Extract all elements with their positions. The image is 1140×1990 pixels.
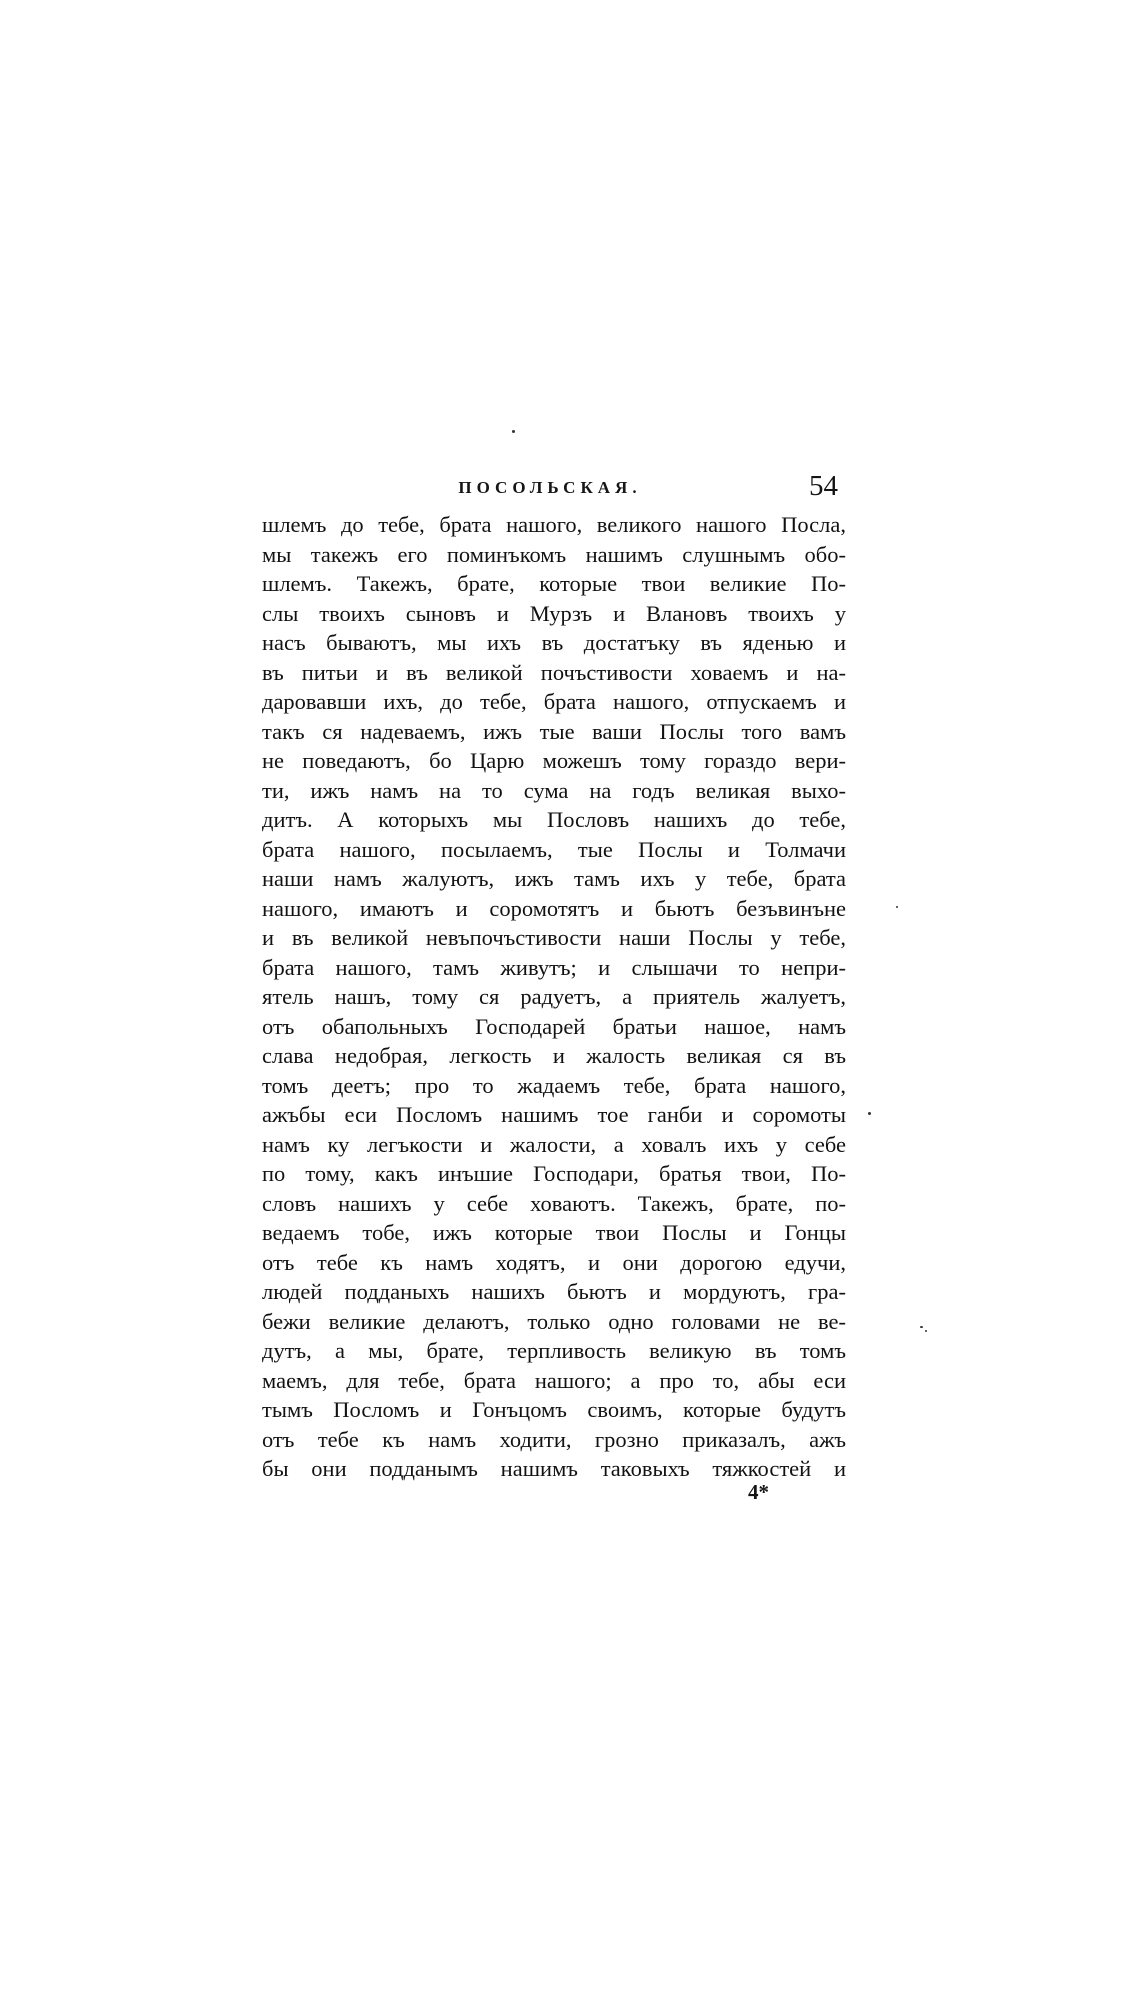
text-line: словъ нашихъ у себе ховаютъ. Такежъ, брате, по- <box>262 1190 846 1216</box>
text-line: даровавши ихъ, до тебе, брата нашого, отпускаемъ и <box>262 689 846 714</box>
text-line: дитъ. А которыхъ мы Пословъ нашихъ до тебе, <box>262 807 846 832</box>
text-line: брата нашого, тамъ живутъ; и слышачи то непри- <box>262 954 846 980</box>
running-title: ПОСОЛЬСКАЯ. <box>458 478 642 497</box>
text-line: томъ деетъ; про то жадаемъ тебе, брата нашого, <box>262 1072 846 1098</box>
text-line: ти, ижъ намъ на то сума на годъ великая выхо- <box>262 777 846 803</box>
text-line: такъ ся надеваемъ, ижъ тые ваши Послы того вамъ <box>262 718 846 744</box>
text-line: слава недобрая, легкость и жалость великая ся въ <box>262 1043 846 1068</box>
text-line: нашого, имаютъ и соромотятъ и бьютъ безъвинъне <box>262 895 846 921</box>
text-line: намъ ку легъкости и жалости, а ховалъ ихъ у себе <box>262 1131 846 1157</box>
text-line: въ питьи и въ великой почъстивости ховаемъ и на- <box>262 659 846 685</box>
text-line: отъ тебе къ намъ ходятъ, и они дорогою едучи, <box>262 1249 846 1275</box>
text-line: слы твоихъ сыновъ и Мурзъ и Влановъ твоихъ у <box>262 600 846 626</box>
scan-speck <box>868 1112 871 1115</box>
text-line: отъ обапольныхъ Господарей братьи нашое, намъ <box>262 1013 846 1039</box>
text-line: насъ бываютъ, мы ихъ въ достатъку въ яденью и <box>262 630 846 655</box>
text-line: отъ тебе къ намъ ходити, грозно приказалъ, ажъ <box>262 1426 846 1452</box>
text-line: людей подданыхъ нашихъ бьютъ и мордуютъ, гра- <box>262 1279 846 1304</box>
text-line: по тому, какъ инъшие Господари, братья твои, По- <box>262 1161 846 1186</box>
running-header <box>258 470 842 510</box>
text-line: мы такежъ его поминъкомъ нашимъ слушнымъ обо- <box>262 541 846 567</box>
text-line: ведаемъ тобе, ижъ которые твои Послы и Гонцы <box>262 1220 846 1245</box>
text-line: и въ великой невъпочъстивости наши Послы у тебе, <box>262 925 846 950</box>
text-line: шлемъ до тебе, брата нашого, великого нашого Посла, <box>262 512 846 537</box>
page-number: 54 <box>809 470 838 502</box>
scan-speck <box>512 430 515 433</box>
text-line: дутъ, а мы, брате, терпливость великую въ томъ <box>262 1338 846 1363</box>
scan-speck <box>925 1330 927 1332</box>
text-line: ажъбы еси Посломъ нашимъ тое ганби и соромоты <box>262 1102 846 1127</box>
text-line: брата нашого, посылаемъ, тые Послы и Толмачи <box>262 836 846 862</box>
text-line: не поведаютъ, бо Царю можешъ тому гораздо вери- <box>262 748 846 773</box>
text-line: шлемъ. Такежъ, брате, которые твои великие По- <box>262 571 846 596</box>
text-line: ятель нашъ, тому ся радуетъ, а приятель жалуетъ, <box>262 984 846 1009</box>
scan-speck <box>920 1326 923 1328</box>
signature-mark: 4* <box>748 1480 769 1504</box>
scan-speck <box>896 906 898 908</box>
text-line: бы они подданымъ нашимъ таковыхъ тяжкостей и <box>262 1456 846 1481</box>
body-text <box>262 510 846 1484</box>
text-line: наши намъ жалуютъ, ижъ тамъ ихъ у тебе, брата <box>262 866 846 891</box>
text-line: бежи великие делаютъ, только одно головами не ве- <box>262 1308 846 1334</box>
text-line: маемъ, для тебе, брата нашого; а про то, абы еси <box>262 1367 846 1393</box>
text-line: тымъ Посломъ и Гонъцомъ своимъ, которые будутъ <box>262 1397 846 1422</box>
